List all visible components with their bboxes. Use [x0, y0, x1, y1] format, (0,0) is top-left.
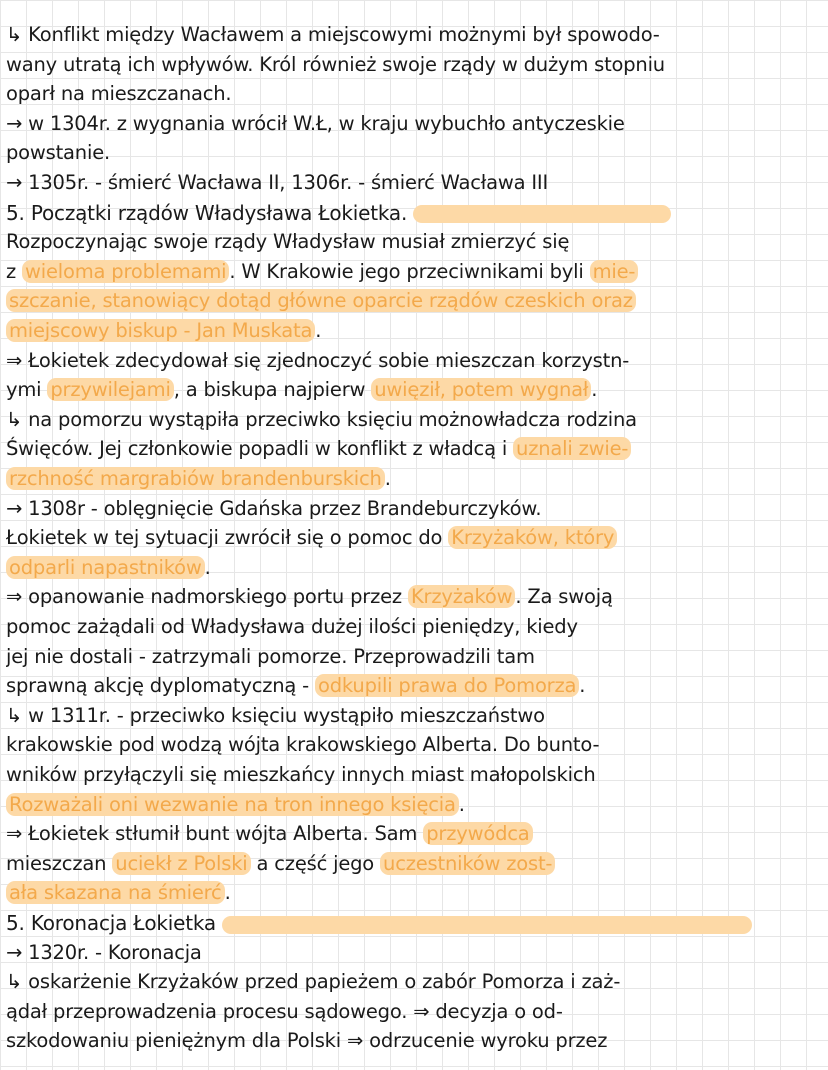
note-text: . — [224, 881, 231, 905]
note-text: ądał przeprowadzenia procesu sądowego. ⇒ decyzja o od- — [6, 999, 563, 1023]
note-line — [6, 525, 824, 551]
note-line — [6, 466, 824, 492]
note-text: krakowskie pod wodzą wójta krakowskiego Alberta. Do bunto- — [6, 733, 600, 757]
note-line — [6, 851, 824, 877]
note-line — [6, 1028, 824, 1054]
note-text: ↳ na pomorzu wystąpiła przeciwko księciu możnowładcza rodzina — [6, 407, 637, 431]
note-line — [6, 170, 824, 196]
note-text: ⇒ opanowanie nadmorskiego portu przez — [6, 585, 408, 609]
note-line — [6, 318, 824, 344]
note-text: . W Krakowie jego przeciwnikami byli — [229, 259, 590, 283]
note-line — [6, 259, 824, 285]
note-line — [6, 940, 824, 966]
note-line — [6, 555, 824, 581]
highlighted-text: Rozważali oni wezwanie na tron innego księcia — [6, 793, 459, 816]
heading-highlight-bar — [222, 916, 752, 934]
note-line — [6, 407, 824, 433]
note-line — [6, 348, 824, 374]
highlighted-text: uwięził, potem wygnał — [371, 378, 591, 401]
highlighted-text: szczanie, stanowiący dotąd główne oparcie rządów czeskich oraz — [6, 289, 636, 312]
note-text: z — [6, 259, 23, 283]
highlighted-text: Krzyżaków, który — [448, 526, 617, 549]
note-text: → 1320r. - Koronacja — [6, 940, 202, 964]
highlighted-text: odkupili prawa do Pomorza — [315, 674, 579, 697]
note-line — [6, 377, 824, 403]
highlighted-text: uznali zwie- — [513, 437, 631, 460]
note-line — [6, 584, 824, 610]
note-text: szkodowaniu pieniężnym dla Polski ⇒ odrzucenie wyroku przez — [6, 1029, 608, 1053]
note-text: . — [591, 378, 598, 402]
note-text: pomoc zażądali od Władysława dużej ilości pieniędzy, kiedy — [6, 615, 578, 638]
note-line — [6, 496, 824, 522]
note-line — [6, 673, 824, 699]
note-line — [6, 880, 824, 906]
note-text: sprawną akcję dyplomatyczną - — [6, 674, 316, 698]
note-text: ⇒ Łokietek stłumił bunt wójta Alberta. Sam — [6, 822, 424, 846]
highlighted-text: przywilejami — [47, 378, 173, 401]
note-text: → w 1304r. z wygnania wrócił W.Ł, w kraju wybuchło antyczeskie — [6, 111, 625, 135]
note-text: ↳ oskarżenie Krzyżaków przed papieżem o zabór Pomorza i zaż- — [6, 970, 621, 994]
note-text: jej nie dostali - zatrzymali pomorze. Przeprowadzili tam — [6, 644, 535, 668]
highlighted-text: odparli napastników — [6, 556, 205, 579]
highlighted-text: uciekł z Polski — [112, 852, 250, 875]
highlighted-text: uczestników zost- — [380, 852, 555, 875]
note-line — [6, 140, 824, 166]
note-line — [6, 644, 824, 670]
note-text: . — [315, 319, 322, 342]
note-text: Łokietek w tej sytuacji zwrócił się o pomoc do — [6, 526, 449, 550]
note-text: → 1305r. - śmierć Wacława II, 1306r. - śmierć Wacława III — [6, 171, 548, 194]
highlighted-text: ała skazana na śmierć — [6, 881, 225, 904]
note-text: 5. Koronacja Łokietka — [6, 911, 216, 935]
note-text: a część jego — [250, 851, 381, 875]
highlighted-text: miejscowy biskup - Jan Muskata — [6, 319, 315, 342]
note-line — [6, 229, 824, 255]
note-line — [6, 732, 824, 758]
highlighted-text: wieloma problemami — [22, 260, 229, 283]
note-text: wany utratą ich wpływów. Król również swoje rządy w dużym stopniu — [6, 52, 665, 76]
note-text: . Za swoją — [515, 585, 613, 609]
note-text: Święców. Jej członkowie popadli w konflikt z władcą i — [6, 437, 514, 461]
note-line — [6, 436, 824, 462]
note-text: Rozpoczynając swoje rządy Władysław musiał zmierzyć się — [6, 230, 570, 254]
note-line — [6, 762, 824, 788]
note-line — [6, 288, 824, 314]
note-line — [6, 703, 824, 729]
note-text: . — [384, 467, 391, 490]
note-text: . — [204, 555, 211, 579]
note-text: → 1308r - oblęgnięcie Gdańska przez Brandeburczyków. — [6, 496, 542, 520]
highlighted-text: Krzyżaków — [408, 585, 515, 608]
note-text: . — [458, 792, 465, 816]
note-line — [6, 81, 824, 107]
highlighted-text: mie- — [590, 260, 639, 283]
note-text: ↳ w 1311r. - przeciwko księciu wystąpiło mieszczaństwo — [6, 703, 545, 727]
note-text: ⇒ Łokietek zdecydował się zjednoczyć sobie mieszczan korzystn- — [6, 348, 630, 372]
note-text: wników przyłączyli się mieszkańcy innych miast małopolskich — [6, 763, 596, 786]
note-text: . — [579, 674, 586, 698]
section-heading — [6, 910, 824, 936]
note-text: 5. Początki rządów Władysława Łokietka. — [6, 200, 408, 225]
note-line — [6, 792, 824, 818]
note-line — [6, 821, 824, 847]
note-line — [6, 22, 824, 48]
heading-highlight-bar — [413, 205, 671, 223]
highlighted-text: przywódca — [423, 822, 532, 845]
section-heading — [6, 200, 824, 226]
highlighted-text: rzchność margrabiów brandenburskich — [6, 467, 385, 490]
note-text: mieszczan — [6, 851, 113, 875]
note-line — [6, 52, 824, 78]
note-line — [6, 999, 824, 1025]
note-text: ↳ Konflikt między Wacławem a miejscowymi możnymi był spowodo- — [6, 23, 660, 46]
note-text: powstanie. — [6, 141, 110, 165]
note-text: , a biskupa najpierw — [173, 378, 372, 402]
note-line — [6, 969, 824, 995]
note-text: oparł na mieszczanach. — [6, 82, 232, 106]
note-text: ymi — [6, 378, 48, 402]
note-line — [6, 111, 824, 137]
note-line — [6, 614, 824, 640]
